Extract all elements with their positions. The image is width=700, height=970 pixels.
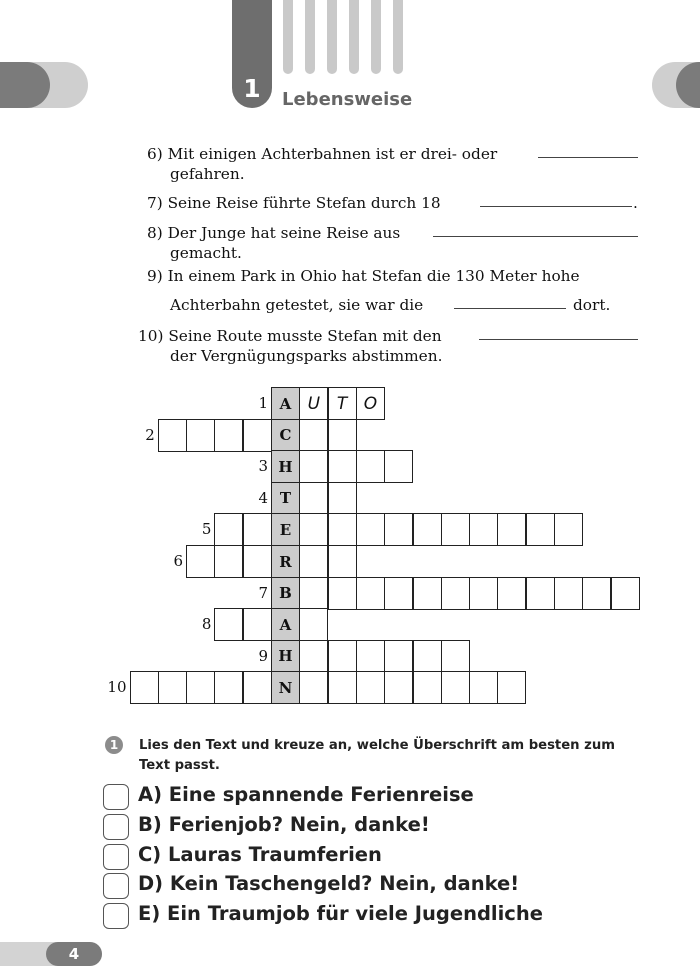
- header-stripe: [349, 0, 359, 74]
- crossword-cell[interactable]: [413, 513, 442, 546]
- answer-blank[interactable]: [433, 224, 638, 237]
- crossword-cell[interactable]: [186, 419, 215, 452]
- crossword-key-cell: R: [271, 545, 300, 578]
- crossword-cell[interactable]: T: [328, 387, 357, 420]
- crossword-cell[interactable]: [497, 513, 526, 546]
- option-a-label: A) Eine spannende Ferienreise: [138, 783, 474, 806]
- crossword-cell[interactable]: [441, 513, 470, 546]
- crossword-cell[interactable]: [469, 671, 498, 704]
- crossword-cell[interactable]: [413, 671, 442, 704]
- crossword-cell[interactable]: [186, 545, 215, 578]
- crossword-cell[interactable]: [243, 513, 272, 546]
- crossword-cell[interactable]: [299, 640, 328, 673]
- checkbox-option-b[interactable]: [103, 814, 129, 840]
- answer-blank[interactable]: [479, 327, 638, 340]
- clue-number: 7: [258, 583, 268, 602]
- crossword-cell[interactable]: [356, 671, 385, 704]
- header-stripe: [283, 0, 293, 74]
- sentence-6-continued: gefahren.: [170, 165, 245, 183]
- chapter-title: Lebensweise: [282, 89, 413, 110]
- checkbox-option-e[interactable]: [103, 903, 129, 929]
- crossword-cell[interactable]: [299, 482, 328, 515]
- sentence-10: [138, 327, 442, 345]
- crossword-key-cell: T: [271, 482, 300, 515]
- checkbox-option-a[interactable]: [103, 784, 129, 810]
- crossword-cell[interactable]: [413, 577, 442, 610]
- crossword-cell[interactable]: [214, 419, 243, 452]
- clue-number: 1: [258, 394, 268, 412]
- sentence-text: Seine Reise führte Stefan durch 18: [167, 194, 441, 212]
- crossword-cell[interactable]: [299, 671, 328, 704]
- crossword-cell[interactable]: [328, 545, 357, 578]
- crossword-key-cell: E: [271, 513, 300, 546]
- crossword-cell[interactable]: [356, 513, 385, 546]
- crossword-key-cell: B: [271, 577, 300, 610]
- crossword-key-cell: A: [271, 608, 300, 641]
- crossword-cell[interactable]: [186, 671, 215, 704]
- crossword-cell[interactable]: [243, 545, 272, 578]
- sentence-number: 8): [147, 224, 163, 242]
- crossword-cell[interactable]: [299, 608, 328, 641]
- sentence-number: 9): [147, 267, 163, 285]
- sentence-text: In einem Park in Ohio hat Stefan die 130 Meter hohe: [167, 267, 580, 285]
- sentence-number: 6): [147, 145, 163, 163]
- crossword-cell[interactable]: [243, 608, 272, 641]
- option-b-label: B) Ferienjob? Nein, danke!: [138, 813, 430, 836]
- header-stripe: [327, 0, 337, 74]
- crossword-key-cell: H: [271, 450, 300, 483]
- crossword-cell[interactable]: [384, 450, 413, 483]
- crossword-cell[interactable]: [497, 577, 526, 610]
- crossword-cell[interactable]: [299, 450, 328, 483]
- crossword-cell[interactable]: [384, 577, 413, 610]
- sentence-end: .: [633, 194, 638, 212]
- crossword-cell[interactable]: [582, 577, 611, 610]
- header-stripe: [393, 0, 403, 74]
- clue-number: 10: [107, 678, 127, 697]
- crossword-cell[interactable]: O: [356, 387, 385, 420]
- crossword-cell[interactable]: [384, 640, 413, 673]
- option-d-label: D) Kein Taschengeld? Nein, danke!: [138, 872, 520, 895]
- task-number-icon: 1: [105, 736, 123, 754]
- crossword-cell[interactable]: [611, 577, 640, 610]
- crossword-cell[interactable]: [214, 545, 243, 578]
- sentence-10-continued: der Vergnügungsparks abstimmen.: [170, 347, 443, 365]
- crossword-cell[interactable]: [299, 513, 328, 546]
- crossword-cell[interactable]: [328, 513, 357, 546]
- crossword-cell[interactable]: [356, 450, 385, 483]
- sentence-9-line2: Achterbahn getestet, sie war die: [170, 296, 424, 314]
- sentence-6: [147, 145, 497, 163]
- crossword-cell[interactable]: U: [299, 387, 328, 420]
- crossword-key-cell: H: [271, 640, 300, 673]
- crossword-cell[interactable]: [441, 577, 470, 610]
- option-c-label: C) Lauras Traumferien: [138, 843, 382, 866]
- answer-blank[interactable]: [454, 296, 566, 309]
- sentence-8-continued: gemacht.: [170, 244, 242, 262]
- header-stripe: [305, 0, 315, 74]
- crossword-cell[interactable]: [214, 513, 243, 546]
- page-number: 4: [68, 945, 80, 963]
- checkbox-option-d[interactable]: [103, 873, 129, 899]
- sentence-8: [147, 224, 400, 242]
- crossword-cell[interactable]: [214, 671, 243, 704]
- answer-blank[interactable]: [538, 145, 638, 158]
- crossword-key-cell: N: [271, 671, 300, 704]
- clue-number: 4: [258, 488, 268, 507]
- sentence-text: Mit einigen Achterbahnen ist er drei- oder: [167, 145, 498, 163]
- crossword-cell[interactable]: [384, 671, 413, 704]
- sentence-text: Seine Route musste Stefan mit den: [168, 327, 442, 345]
- crossword-cell[interactable]: [299, 545, 328, 578]
- crossword-cell[interactable]: [554, 577, 583, 610]
- clue-number: 6: [173, 552, 184, 570]
- crossword-cell[interactable]: [356, 577, 385, 610]
- sentence-9: [147, 267, 580, 285]
- crossword-key-cell: C: [271, 419, 300, 452]
- crossword-cell[interactable]: [413, 640, 442, 673]
- crossword-cell[interactable]: [328, 640, 357, 673]
- crossword-cell[interactable]: [526, 577, 555, 610]
- crossword-cell[interactable]: [469, 577, 498, 610]
- sentence-7: [147, 194, 441, 212]
- crossword-cell[interactable]: [328, 671, 357, 704]
- sentence-number: 10): [138, 327, 164, 345]
- sentence-9-end: dort.: [573, 296, 611, 314]
- crossword-cell[interactable]: [328, 450, 357, 483]
- crossword-cell[interactable]: [214, 608, 243, 641]
- crossword-cell[interactable]: [497, 671, 526, 704]
- crossword-cell[interactable]: [299, 419, 328, 452]
- crossword-cell[interactable]: [441, 640, 470, 673]
- crossword-cell[interactable]: [441, 671, 470, 704]
- sentence-text: Der Junge hat seine Reise aus: [167, 224, 401, 242]
- answer-blank[interactable]: [480, 194, 632, 207]
- chapter-number: 1: [243, 74, 261, 103]
- crossword-cell[interactable]: [158, 671, 187, 704]
- crossword-cell[interactable]: [356, 640, 385, 673]
- crossword-cell[interactable]: [554, 513, 583, 546]
- clue-number: 8: [201, 615, 212, 634]
- task-instruction: Lies den Text und kreuze an, welche Überschrift am besten zum Text passt.: [139, 738, 615, 773]
- checkbox-option-c[interactable]: [103, 844, 129, 870]
- crossword-cell[interactable]: [243, 419, 272, 452]
- crossword-cell[interactable]: [328, 577, 357, 610]
- crossword-cell[interactable]: [328, 419, 357, 452]
- crossword-key-cell: A: [271, 387, 300, 420]
- left-tab-dark-decoration: [0, 62, 50, 108]
- crossword-cell[interactable]: [130, 671, 159, 704]
- header-stripe: [371, 0, 381, 74]
- option-e-label: E) Ein Traumjob für viele Jugendliche: [138, 902, 543, 925]
- crossword-cell[interactable]: [328, 482, 357, 515]
- clue-number: 9: [258, 646, 268, 665]
- crossword-cell[interactable]: [469, 513, 498, 546]
- crossword-cell[interactable]: [243, 671, 272, 704]
- crossword-cell[interactable]: [526, 513, 555, 546]
- crossword-cell[interactable]: [299, 577, 328, 610]
- crossword-cell[interactable]: [384, 513, 413, 546]
- sentence-number: 7): [147, 194, 163, 212]
- clue-number: 3: [258, 457, 268, 476]
- clue-number: 5: [201, 520, 212, 539]
- crossword-cell[interactable]: [158, 419, 187, 452]
- clue-number: 2: [145, 425, 155, 444]
